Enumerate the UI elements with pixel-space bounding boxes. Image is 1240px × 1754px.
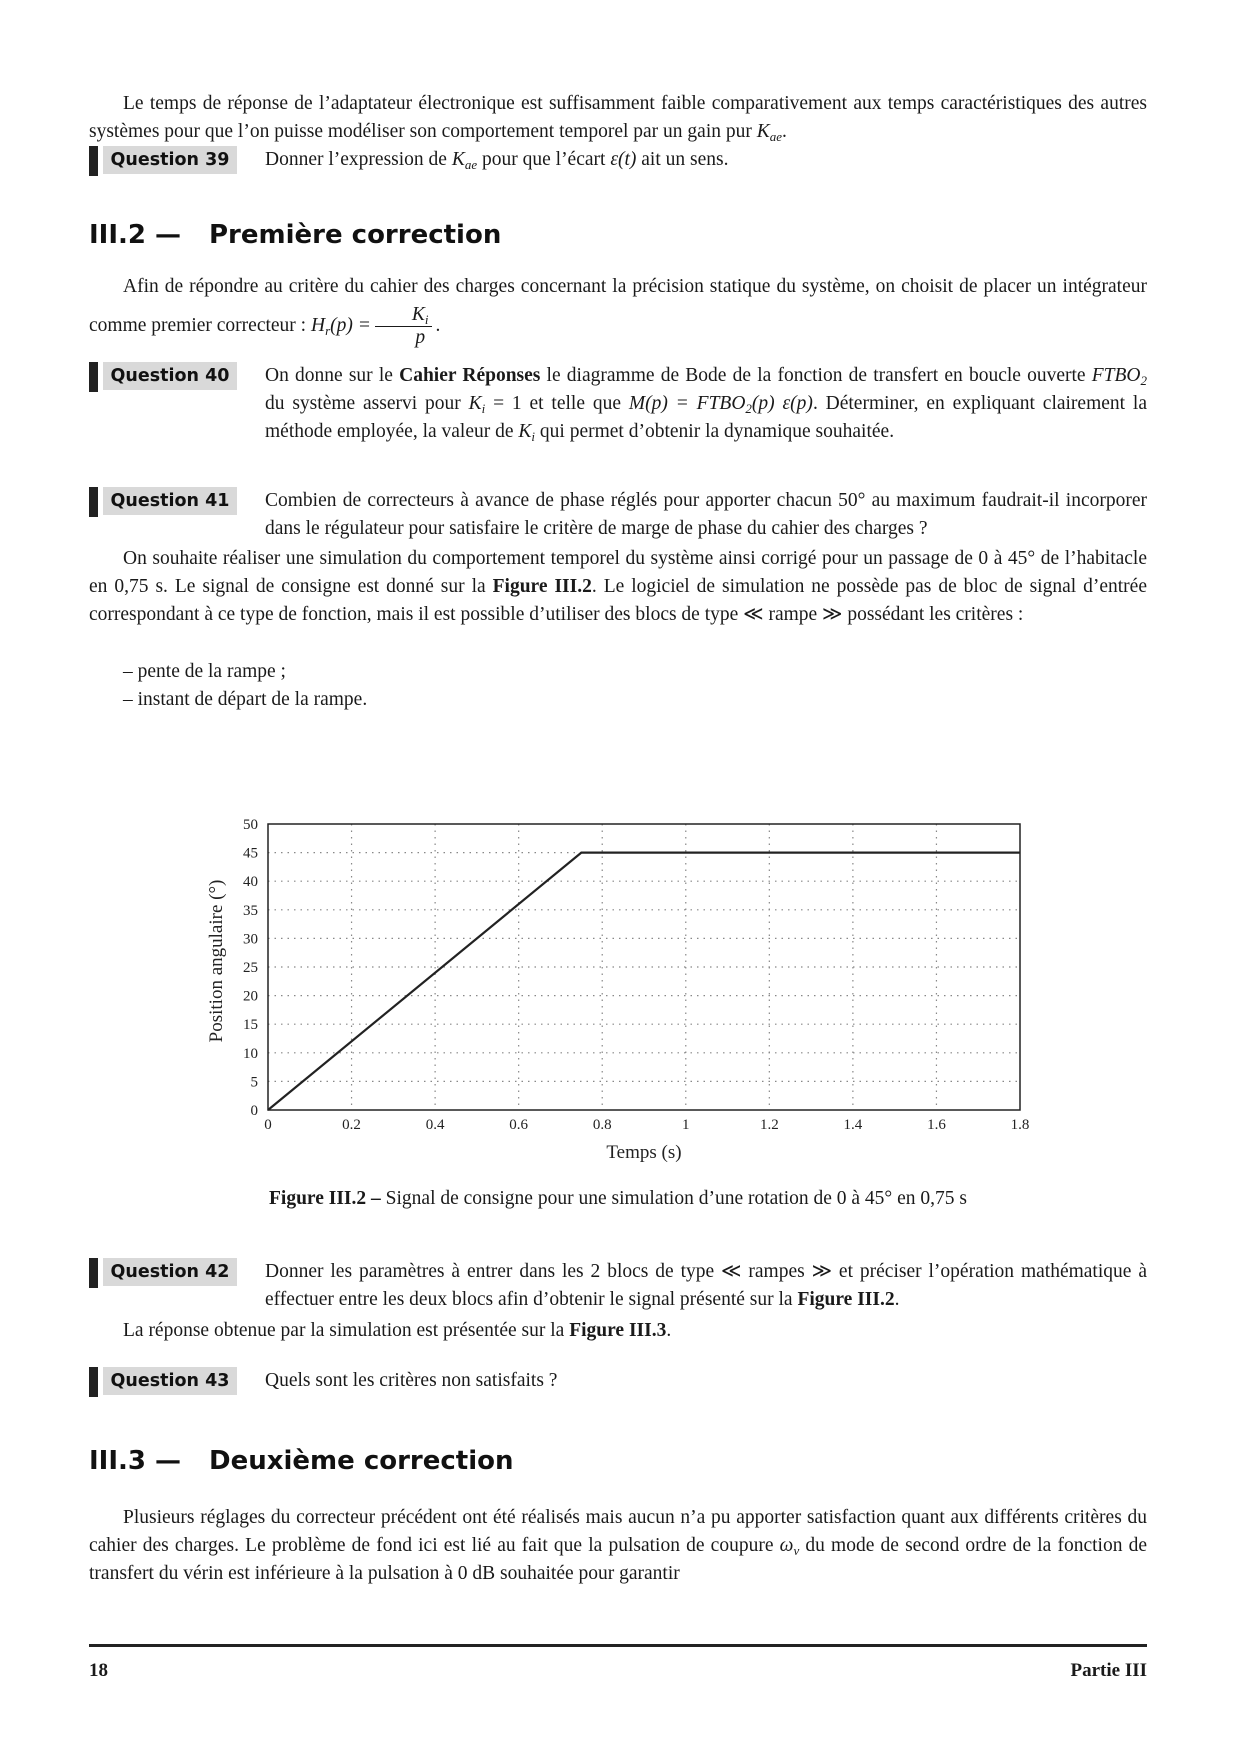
question-42-badge [89, 1258, 239, 1286]
section-title: Première correction [209, 220, 502, 250]
question-43-text: Quels sont les critères non satisfaits ? [265, 1370, 558, 1391]
y-tick-label: 20 [243, 988, 258, 1005]
y-tick-label: 0 [250, 1103, 258, 1119]
intro-text: Le temps de réponse de l’adaptateur électronique est suffisamment faible comparativement aux temps caractéristiques des autres systèmes pour que l’on puisse modéliser son comportement temporel par un gain pur [89, 93, 1147, 142]
section-number: III.2 — [89, 220, 182, 250]
x-tick-label: 0.4 [425, 1117, 445, 1133]
x-tick-label: 0 [264, 1117, 272, 1133]
x-axis-label: Temps (s) [606, 1142, 682, 1163]
series-line-consigne [268, 853, 1020, 1110]
question-bar [89, 1367, 98, 1397]
figure-caption: Figure III.2 – Signal de consigne pour une simulation d’une rotation de 0 à 45° en 0,75 s [269, 1188, 967, 1209]
x-tick-label: 1 [682, 1117, 690, 1133]
x-tick-label: 0.2 [342, 1117, 361, 1133]
x-tick-label: 0.6 [509, 1117, 529, 1133]
section-heading-iii-2 [89, 218, 501, 252]
list-item: – pente de la rampe ; [123, 661, 286, 682]
list-item: – instant de départ de la rampe. [123, 689, 368, 710]
integrator-fraction: $\frac{K_i}{p}$ [375, 304, 432, 349]
ramp-signal-chart [200, 810, 1050, 1170]
page-number: 18 [89, 1660, 108, 1681]
question-41-badge [89, 487, 239, 515]
y-tick-label: 10 [243, 1045, 258, 1062]
question-40-badge [89, 362, 239, 390]
question-label: Question 41 [103, 487, 237, 515]
x-tick-label: 1.8 [1010, 1117, 1030, 1133]
y-tick-label: 35 [243, 902, 258, 919]
section-number: III.3 — [89, 1446, 182, 1476]
question-42-text: Donner les paramètres à entrer dans les 2 blocs de type ≪ rampes ≫ et préciser l’opération mathématique à effectuer entre les deux blocs afin d’obtenir le signal présenté sur la Figure III.2. [265, 1261, 1147, 1310]
question-39-badge [89, 146, 239, 174]
section-3-paragraph: Plusieurs réglages du correcteur précédent ont été réalisés mais aucun n’a pu apporter satisfaction quant aux différents critères du cahier des charges. Le problème de fond ici est lié au fait que la pulsation de coupure $\omega_v$ du mode de second ordre de la fonction de transfert du vérin est inférieure à la pulsation à 0 dB souhaitée pour garantir [89, 1507, 1147, 1584]
x-tick-label: 1.2 [759, 1117, 779, 1133]
y-tick-label: 5 [250, 1074, 258, 1091]
question-43-badge [89, 1367, 239, 1395]
question-label: Question 42 [103, 1258, 237, 1286]
y-tick-label: 25 [243, 960, 258, 976]
footer-rule [89, 1644, 1147, 1647]
section-heading-iii-3 [89, 1444, 514, 1478]
simulation-paragraph: On souhaite réaliser une simulation du comportement temporel du système ainsi corrigé pour un passage de 0 à 45° de l’habitacle en 0,75 s. Le signal de consigne est donné sur la Figure III.2. Le logiciel de simulation ne possède pas de bloc de signal d’entrée correspondant à ce type de fonction, mais il est possible d’utiliser des blocs de type ≪ rampe ≫ possédant les critères : [89, 548, 1147, 625]
y-tick-label: 45 [243, 845, 258, 862]
question-label: Question 39 [103, 146, 237, 174]
section-2-paragraph: Afin de répondre au critère du cahier des charges concernant la précision statique du système, on choisit de placer un intégrateur comme premier correcteur : $H_r(p)$ = $\frac{K_i}{p}$ . [89, 276, 1147, 348]
question-bar [89, 146, 98, 176]
y-tick-label: 30 [243, 931, 258, 948]
question-bar [89, 362, 98, 392]
y-tick-label: 50 [243, 817, 258, 833]
intro-paragraph: Le temps de réponse de l’adaptateur électronique est suffisamment faible comparativement aux temps caractéristiques des autres systèmes pour que l’on puisse modéliser son comportement temporel par un gain pur $K_{ae}$. [89, 93, 1147, 144]
question-bar [89, 1258, 98, 1288]
y-tick-label: 40 [243, 874, 258, 891]
question-label: Question 43 [103, 1367, 237, 1395]
chart-frame [268, 824, 1020, 1110]
x-tick-label: 1.4 [843, 1117, 863, 1133]
question-41-text: Combien de correcteurs à avance de phase réglés pour apporter chacun 50° au maximum faudrait-il incorporer dans le régulateur pour satisfaire le critère de marge de phase du cahier des charges ? [265, 490, 1147, 539]
question-label: Question 40 [103, 362, 237, 390]
kae-symbol: $K_{ae}$ [756, 121, 783, 144]
x-tick-label: 0.8 [592, 1117, 612, 1133]
part-label: Partie III [1070, 1660, 1147, 1681]
y-axis-label: Position angulaire (°) [206, 879, 227, 1043]
y-tick-label: 15 [243, 1017, 258, 1034]
question-bar [89, 487, 98, 517]
simulation-result-paragraph: La réponse obtenue par la simulation est présentée sur la Figure III.3. [123, 1320, 672, 1341]
x-tick-label: 1.6 [927, 1117, 946, 1133]
question-39-text: Donner l’expression de $K_{ae}$ pour que l’écart ε(t) ait un sens. [265, 149, 729, 172]
section-title: Deuxième correction [209, 1446, 514, 1476]
question-40-text: On donne sur le Cahier Réponses le diagramme de Bode de la fonction de transfert en boucle ouverte $FTBO_2$ du système asservi pour $K_i = 1$ et telle que $M(p) = FTBO_2(p)$ ε(p). Déterminer, en expliquant clairement la méthode employée, la valeur de $K_i$ qui permet d’obtenir la dynamique souhaitée. [265, 365, 1147, 444]
